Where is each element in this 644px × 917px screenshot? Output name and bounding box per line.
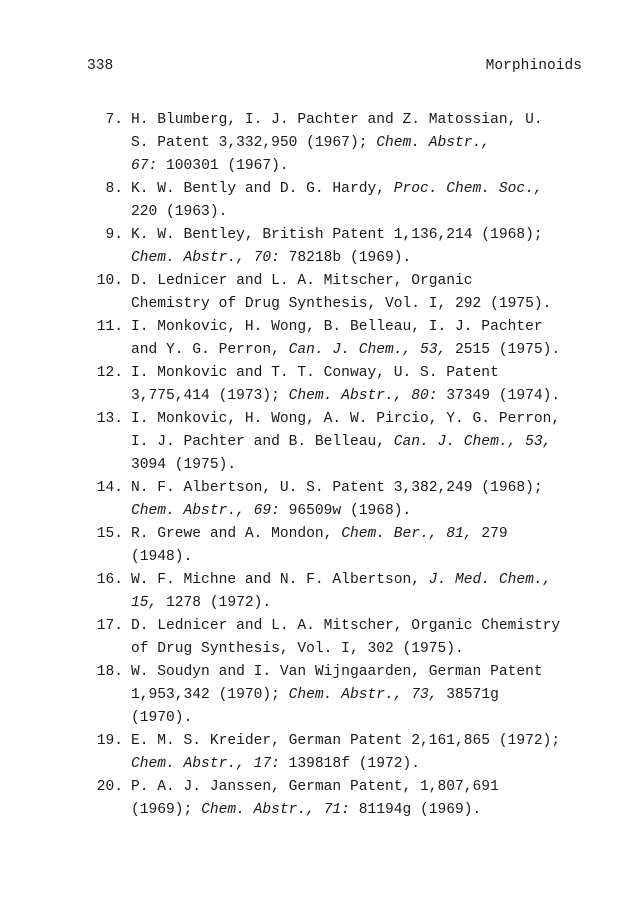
reference-number: 13. — [96, 411, 123, 427]
citation-italic-text: Proc. Chem. Soc., — [393, 181, 543, 197]
reference-number: 19. — [96, 733, 123, 749]
reference-line — [131, 500, 587, 523]
reference-number: 10. — [96, 273, 123, 289]
reference-item — [87, 569, 587, 615]
reference-line — [131, 477, 587, 500]
citation-text: E. M. S. Kreider, German Patent 2,161,865 (1972); — [131, 733, 561, 749]
citation-text: S. Patent 3,332,950 (1967); — [131, 135, 377, 151]
reference-number: 7. — [105, 112, 123, 128]
citation-text: W. F. Michne and N. F. Albertson, — [131, 572, 429, 588]
citation-text: I. Monkovic, H. Wong, A. W. Pircio, Y. G. Perron, — [131, 411, 561, 427]
reference-line — [131, 385, 587, 408]
citation-text: P. A. J. Janssen, German Patent, 1,807,691 — [131, 779, 499, 795]
citation-text: I. Monkovic, H. Wong, B. Belleau, I. J. Pachter — [131, 319, 543, 335]
reference-line — [131, 684, 587, 707]
citation-text: (1969); — [131, 802, 202, 818]
citation-text: 37349 (1974). — [437, 388, 561, 404]
reference-line — [131, 178, 587, 201]
citation-text: D. Lednicer and L. A. Mitscher, Organic Chemistry — [131, 618, 561, 634]
reference-line — [131, 132, 587, 155]
citation-italic-text: 15, — [131, 595, 158, 611]
citation-italic-text: Chem. Abstr., 17: — [131, 756, 280, 772]
citation-italic-text: Chem. Abstr., 70: — [131, 250, 280, 266]
citation-text: 38571g — [437, 687, 499, 703]
reference-number: 11. — [96, 319, 123, 335]
citation-text: 81194g (1969). — [349, 802, 482, 818]
citation-text: K. W. Bentley, British Patent 1,136,214 (1968); — [131, 227, 543, 243]
citation-text: 96509w (1968). — [279, 503, 412, 519]
citation-text: I. J. Pachter and B. Belleau, — [131, 434, 394, 450]
reference-number: 18. — [96, 664, 123, 680]
reference-number: 15. — [96, 526, 123, 542]
citation-text: 78218b (1969). — [279, 250, 412, 266]
citation-italic-text: J. Med. Chem., — [428, 572, 552, 588]
reference-line — [131, 799, 587, 822]
reference-item — [87, 316, 587, 362]
reference-line — [131, 776, 587, 799]
citation-italic-text: Chem. Ber., 81, — [341, 526, 473, 542]
running-title: Morphinoids — [485, 58, 582, 74]
reference-line — [131, 109, 587, 132]
reference-item — [87, 224, 587, 270]
reference-line — [131, 155, 587, 178]
reference-line — [131, 316, 587, 339]
reference-line — [131, 638, 587, 661]
citation-text: I. Monkovic and T. T. Conway, U. S. Patent — [131, 365, 499, 381]
reference-line — [131, 431, 587, 454]
citation-text: Chemistry of Drug Synthesis, Vol. I, 292 (1975). — [131, 296, 552, 312]
reference-item — [87, 730, 587, 776]
citation-text: K. W. Bently and D. G. Hardy, — [131, 181, 394, 197]
citation-italic-text: Can. J. Chem., 53, — [393, 434, 552, 450]
citation-text: 1,953,342 (1970); — [131, 687, 289, 703]
reference-line — [131, 201, 587, 224]
reference-number: 17. — [96, 618, 123, 634]
citation-italic-text: Chem. Abstr., 71: — [201, 802, 350, 818]
reference-item — [87, 615, 587, 661]
reference-item — [87, 362, 587, 408]
reference-item — [87, 523, 587, 569]
citation-text: 1278 (1972). — [157, 595, 272, 611]
reference-line — [131, 592, 587, 615]
reference-line — [131, 293, 587, 316]
citation-text: 100301 (1967). — [157, 158, 289, 174]
citation-text: 3,775,414 (1973); — [131, 388, 289, 404]
reference-line — [131, 730, 587, 753]
citation-text: D. Lednicer and L. A. Mitscher, Organic — [131, 273, 473, 289]
reference-number: 14. — [96, 480, 123, 496]
reference-line — [131, 339, 587, 362]
citation-italic-text: Chem. Abstr., 73, — [288, 687, 438, 703]
reference-item — [87, 270, 587, 316]
reference-item — [87, 661, 587, 730]
reference-number: 8. — [105, 181, 123, 197]
citation-text: H. Blumberg, I. J. Pachter and Z. Matossian, U. — [131, 112, 543, 128]
page-header — [87, 58, 582, 78]
reference-item — [87, 408, 587, 477]
citation-italic-text: Can. J. Chem., 53, — [288, 342, 447, 358]
reference-item — [87, 109, 587, 178]
citation-text: 3094 (1975). — [131, 457, 237, 473]
reference-line — [131, 615, 587, 638]
citation-text: (1970). — [131, 710, 193, 726]
citation-text: R. Grewe and A. Mondon, — [131, 526, 342, 542]
reference-item — [87, 776, 587, 822]
reference-list — [87, 109, 587, 822]
reference-item — [87, 477, 587, 523]
reference-number: 20. — [96, 779, 123, 795]
reference-line — [131, 247, 587, 270]
reference-line — [131, 707, 587, 730]
reference-line — [131, 408, 587, 431]
citation-text: N. F. Albertson, U. S. Patent 3,382,249 (1968); — [131, 480, 543, 496]
citation-italic-text: Chem. Abstr., 80: — [288, 388, 438, 404]
reference-line — [131, 523, 587, 546]
reference-line — [131, 753, 587, 776]
reference-line — [131, 546, 587, 569]
citation-text: 2515 (1975). — [446, 342, 561, 358]
reference-line — [131, 270, 587, 293]
page-number: 338 — [87, 58, 114, 74]
citation-italic-text: Chem. Abstr., 69: — [131, 503, 280, 519]
citation-text: 279 — [472, 526, 508, 542]
reference-line — [131, 362, 587, 385]
reference-line — [131, 454, 587, 477]
citation-text: (1948). — [131, 549, 193, 565]
citation-text: W. Soudyn and I. Van Wijngaarden, German Patent — [131, 664, 543, 680]
reference-line — [131, 569, 587, 592]
citation-italic-text: Chem. Abstr., — [376, 135, 491, 151]
citation-text: of Drug Synthesis, Vol. I, 302 (1975). — [131, 641, 464, 657]
citation-text: 220 (1963). — [131, 204, 228, 220]
reference-item — [87, 178, 587, 224]
reference-number: 9. — [105, 227, 123, 243]
citation-text: 139818f (1972). — [279, 756, 421, 772]
reference-number: 16. — [96, 572, 123, 588]
citation-italic-text: 67: — [131, 158, 158, 174]
reference-number: 12. — [96, 365, 123, 381]
reference-line — [131, 661, 587, 684]
citation-text: and Y. G. Perron, — [131, 342, 289, 358]
reference-line — [131, 224, 587, 247]
